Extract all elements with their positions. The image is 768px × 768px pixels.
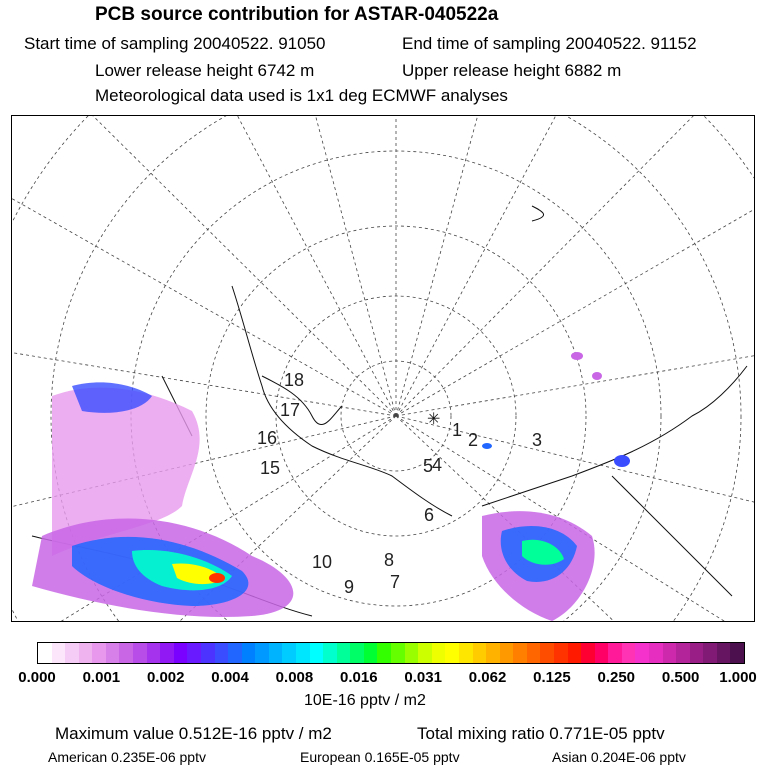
color-scale-cell	[703, 643, 717, 663]
color-scale-cell	[676, 643, 690, 663]
color-scale-cell	[554, 643, 568, 663]
color-scale-tick-label: 0.004	[211, 669, 249, 686]
color-scale-cell	[663, 643, 677, 663]
color-scale-cell	[364, 643, 378, 663]
color-scale-cell	[282, 643, 296, 663]
meridian-label: 4	[432, 455, 443, 475]
color-scale-cell	[323, 643, 337, 663]
color-scale-tick-label: 0.250	[597, 669, 636, 686]
meridian-label: 18	[284, 370, 305, 390]
release-lower: Lower release height 6742 m	[95, 61, 315, 80]
color-scale-cell	[635, 643, 649, 663]
total-mixing-ratio: Total mixing ratio 0.771E-05 pptv	[417, 724, 665, 743]
color-scale-cell	[337, 643, 351, 663]
meridian-label: 8	[384, 550, 395, 570]
meridian-label: 7	[390, 572, 401, 592]
max-value: Maximum value 0.512E-16 pptv / m2	[55, 724, 332, 743]
met-data-note: Meteorological data used is 1x1 deg ECMWF analyses	[95, 86, 508, 105]
color-scale-tick-label: 0.000	[18, 669, 56, 686]
color-scale-cell	[418, 643, 432, 663]
color-scale-tick-label: 0.001	[82, 669, 121, 686]
color-scale-bar	[37, 642, 745, 664]
color-scale-cell	[215, 643, 229, 663]
color-scale-tick-label: 0.500	[661, 669, 700, 686]
color-scale-cell	[92, 643, 106, 663]
color-scale-cell	[432, 643, 446, 663]
color-scale-tick-label: 0.016	[340, 669, 378, 686]
meridian-label: 15	[260, 458, 281, 478]
color-scale-unit: 10E-16 pptv / m2	[304, 692, 426, 709]
color-scale-cell	[500, 643, 514, 663]
meridian-label: 16	[257, 428, 278, 448]
color-scale-tick-label: 0.125	[533, 669, 571, 686]
color-scale-cell	[147, 643, 161, 663]
region-american: American 0.235E-06 pptv	[48, 749, 206, 765]
color-scale-cell	[38, 643, 52, 663]
color-scale-cell	[581, 643, 595, 663]
color-scale-cell	[568, 643, 582, 663]
color-scale-cell	[445, 643, 459, 663]
meridian-label: 6	[424, 505, 435, 525]
color-scale-cell	[459, 643, 473, 663]
color-scale-cell	[119, 643, 133, 663]
color-scale-cell	[513, 643, 527, 663]
color-scale-cell	[106, 643, 120, 663]
sampling-end: End time of sampling 20040522. 91152	[402, 34, 697, 53]
color-scale-cell	[255, 643, 269, 663]
color-scale-cell	[201, 643, 215, 663]
pcb-plume-asia	[482, 352, 630, 621]
color-scale-cell	[377, 643, 391, 663]
receptor-marker-icon: ✳	[427, 411, 441, 428]
meridian-label: 17	[280, 400, 301, 420]
color-scale-cell	[296, 643, 310, 663]
color-scale-cell	[540, 643, 554, 663]
color-scale-cell	[473, 643, 487, 663]
color-scale-cell	[527, 643, 541, 663]
meridian-label: 2	[468, 430, 479, 450]
color-scale-cell	[160, 643, 174, 663]
meridian-label: 9	[344, 577, 355, 597]
color-scale-cell	[622, 643, 636, 663]
color-scale-cell	[52, 643, 66, 663]
color-scale-cell	[133, 643, 147, 663]
region-asian: Asian 0.204E-06 pptv	[552, 749, 686, 765]
color-scale-cell	[228, 643, 242, 663]
color-scale-cell	[350, 643, 364, 663]
color-scale-cell	[649, 643, 663, 663]
color-scale-cell	[717, 643, 731, 663]
color-scale-cell	[269, 643, 283, 663]
release-upper: Upper release height 6882 m	[402, 61, 622, 80]
color-scale-cell	[391, 643, 405, 663]
color-scale-cell	[242, 643, 256, 663]
pcb-plume-americas	[32, 382, 293, 617]
polar-map	[11, 115, 755, 622]
color-scale-tick-label: 1.000	[719, 669, 757, 686]
color-scale-cell	[405, 643, 419, 663]
color-scale-tick-label: 0.008	[275, 669, 314, 686]
sampling-start: Start time of sampling 20040522. 91050	[24, 34, 326, 53]
meridian-label: 5	[423, 456, 434, 476]
meridian-label: 1	[452, 420, 463, 440]
meridian-label: 3	[532, 430, 543, 450]
color-scale-cell	[595, 643, 609, 663]
color-scale-tick-label: 0.062	[468, 669, 507, 686]
map-title: PCB source contribution for ASTAR-040522a	[95, 4, 499, 25]
color-scale-cell	[174, 643, 188, 663]
meridian-label: 10	[312, 552, 333, 572]
color-scale-cell	[187, 643, 201, 663]
color-scale-tick-label: 0.002	[146, 669, 185, 686]
color-scale-cell	[310, 643, 324, 663]
color-scale-tick-label: 0.031	[404, 669, 442, 686]
color-scale-cell	[79, 643, 93, 663]
color-scale-cell	[690, 643, 704, 663]
color-scale-cell	[486, 643, 500, 663]
color-scale-cell	[730, 643, 744, 663]
color-scale-cell	[65, 643, 79, 663]
color-scale-cell	[608, 643, 622, 663]
region-european: European 0.165E-05 pptv	[300, 749, 460, 765]
map-canvas	[12, 116, 755, 622]
